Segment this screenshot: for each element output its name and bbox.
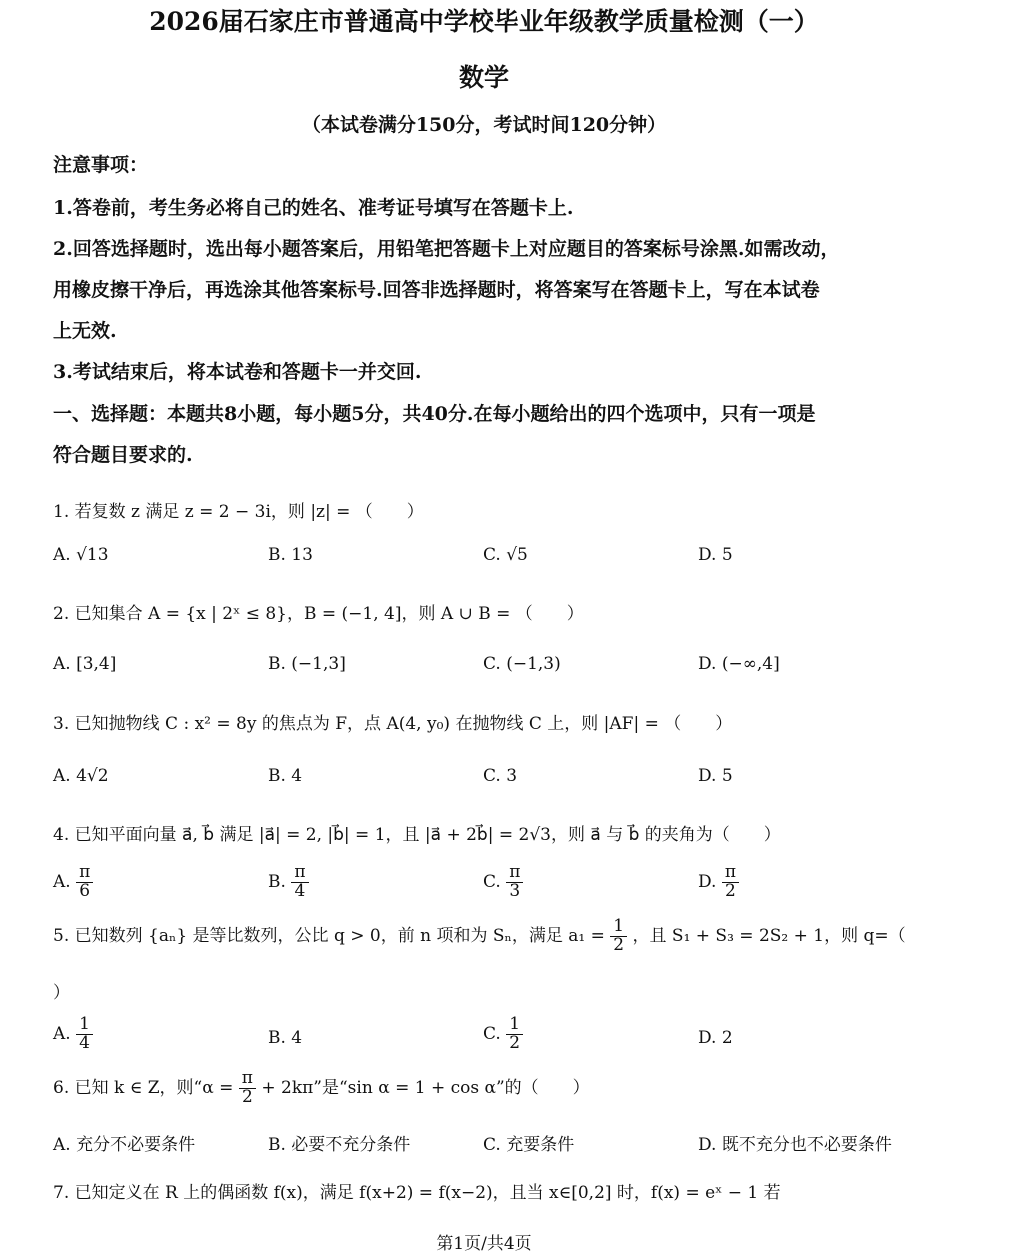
fraction-numerator: π bbox=[506, 864, 523, 883]
exam-subject: 数学 bbox=[458, 63, 509, 92]
question-1-option-b: B. 13 bbox=[268, 545, 313, 565]
question-4-option-c bbox=[483, 864, 523, 901]
fraction-numerator: 1 bbox=[506, 1016, 523, 1035]
notice-line-2: 2.回答选择题时，选出每小题答案后，用铅笔把答题卡上对应题目的答案标号涂黑.如需改动， bbox=[53, 238, 840, 260]
fraction-numerator: π bbox=[76, 864, 93, 883]
question-2-option-d: D. (−∞,4] bbox=[698, 654, 780, 674]
question-3-option-c: C. 3 bbox=[483, 766, 518, 786]
question-2-option-b: B. (−1,3] bbox=[268, 654, 346, 674]
question-5-option-d: D. 2 bbox=[698, 1028, 733, 1048]
page-footer: 第1页/共4页 bbox=[436, 1234, 532, 1254]
question-3-stem: 3. 已知抛物线 C : x² = 8y 的焦点为 F，点 A(4, y₀) 在抛物线 C 上，则 |AF| = （ ） bbox=[53, 714, 733, 734]
question-3-option-a: A. 4√2 bbox=[53, 766, 109, 786]
fraction-one-half: $\frac{1}{2}$ bbox=[610, 918, 627, 955]
question-5-stem-b: ，且 S₁ + S₃ = 2S₂ + 1，则 q=（ bbox=[632, 925, 906, 946]
question-6-option-d: D. 既不充分也不必要条件 bbox=[698, 1135, 892, 1155]
question-1-option-a: A. √13 bbox=[53, 545, 109, 565]
fraction-denominator: 2 bbox=[725, 880, 736, 901]
question-4-stem: 4. 已知平面向量 a⃗, b⃗ 满足 |a⃗| = 2, |b⃗| = 1，且 |a⃗ + 2b⃗| = 2√3，则 a⃗ 与 b⃗ 的夹角为（ ） bbox=[53, 825, 781, 845]
question-5-stem bbox=[53, 918, 906, 955]
question-3-option-b: B. 4 bbox=[268, 766, 303, 786]
fraction-numerator: π bbox=[722, 864, 739, 883]
fraction-pi-6 bbox=[76, 864, 93, 901]
question-2-option-a: A. [3,4] bbox=[53, 654, 117, 674]
question-1-option-c: C. √5 bbox=[483, 545, 528, 565]
fraction-denominator: 4 bbox=[79, 1032, 90, 1053]
option-label: B. bbox=[268, 871, 286, 892]
fraction-one-quarter bbox=[76, 1016, 93, 1053]
fraction-pi-3 bbox=[506, 864, 523, 901]
notice-title: 注意事项： bbox=[53, 154, 149, 176]
question-6-option-b: B. 必要不充分条件 bbox=[268, 1135, 411, 1155]
notice-line-5: 3.考试结束后，将本试卷和答题卡一并交回. bbox=[53, 361, 422, 383]
fraction-numerator: 1 bbox=[76, 1016, 93, 1035]
fraction-denominator: 6 bbox=[79, 880, 91, 901]
question-5-option-a bbox=[53, 1016, 93, 1053]
fraction-pi-over-2: $\frac{\pi}{2}$ bbox=[239, 1070, 256, 1107]
question-3-option-d: D. 5 bbox=[698, 766, 733, 786]
question-6-option-c: C. 充要条件 bbox=[483, 1135, 575, 1155]
notice-line-4: 上无效. bbox=[53, 320, 117, 342]
option-label: C. bbox=[483, 871, 501, 892]
fraction-numerator: π bbox=[291, 864, 308, 883]
section-heading-line-1: 一、选择题：本题共8小题，每小题5分，共40分.在每小题给出的四个选项中，只有一项是 bbox=[53, 403, 816, 425]
fraction-denominator: 4 bbox=[294, 880, 306, 901]
question-4-option-a bbox=[53, 864, 93, 901]
exam-title: 2026届石家庄市普通高中学校毕业年级教学质量检测（一） bbox=[149, 7, 819, 36]
section-heading-line-2: 符合题目要求的. bbox=[53, 444, 193, 466]
question-6-stem bbox=[53, 1070, 590, 1107]
question-5-option-b: B. 4 bbox=[268, 1028, 303, 1048]
question-6-stem-a: 6. 已知 k ∈ Z，则“α = bbox=[53, 1077, 234, 1098]
option-label: A. bbox=[53, 1023, 71, 1044]
question-7-stem: 7. 已知定义在 R 上的偶函数 f(x)，满足 f(x+2) = f(x−2)，且当 x∈[0,2] 时，f(x) = eˣ − 1 若 bbox=[53, 1183, 781, 1203]
fraction-denominator: 3 bbox=[509, 880, 521, 901]
option-label: A. bbox=[53, 871, 71, 892]
question-6-option-a: A. 充分不必要条件 bbox=[53, 1135, 196, 1155]
fraction-denominator: 2 bbox=[509, 1032, 521, 1053]
question-5-option-c bbox=[483, 1016, 523, 1053]
question-4-option-d bbox=[698, 864, 739, 901]
option-label: C. bbox=[483, 1023, 501, 1044]
question-4-option-b bbox=[268, 864, 309, 901]
notice-line-3: 用橡皮擦干净后，再选涂其他答案标号.回答非选择题时，将答案写在答题卡上，写在本试卷 bbox=[53, 279, 820, 301]
question-1-option-d: D. 5 bbox=[698, 545, 733, 565]
exam-info: （本试卷满分150分，考试时间120分钟） bbox=[301, 114, 667, 136]
question-2-stem: 2. 已知集合 A = {x | 2ˣ ≤ 8}，B = (−1, 4]，则 A ∪ B = （ ） bbox=[53, 604, 584, 624]
question-2-option-c: C. (−1,3) bbox=[483, 654, 561, 674]
question-5-stem-close: ） bbox=[53, 983, 70, 1003]
fraction-pi-4 bbox=[291, 864, 308, 901]
question-1-stem: 1. 若复数 z 满足 z = 2 − 3i，则 |z| = （ ） bbox=[53, 502, 424, 522]
option-label: D. bbox=[698, 871, 717, 892]
notice-line-1: 1.答卷前，考生务必将自己的姓名、准考证号填写在答题卡上. bbox=[53, 197, 574, 219]
question-6-stem-b: + 2kπ”是“sin α = 1 + cos α”的（ ） bbox=[261, 1077, 590, 1098]
fraction-one-half-option bbox=[506, 1016, 523, 1053]
question-5-stem-a: 5. 已知数列 {aₙ} 是等比数列，公比 q > 0，前 n 项和为 Sₙ，满足 a₁ = bbox=[53, 925, 605, 946]
fraction-pi-2 bbox=[722, 864, 739, 901]
